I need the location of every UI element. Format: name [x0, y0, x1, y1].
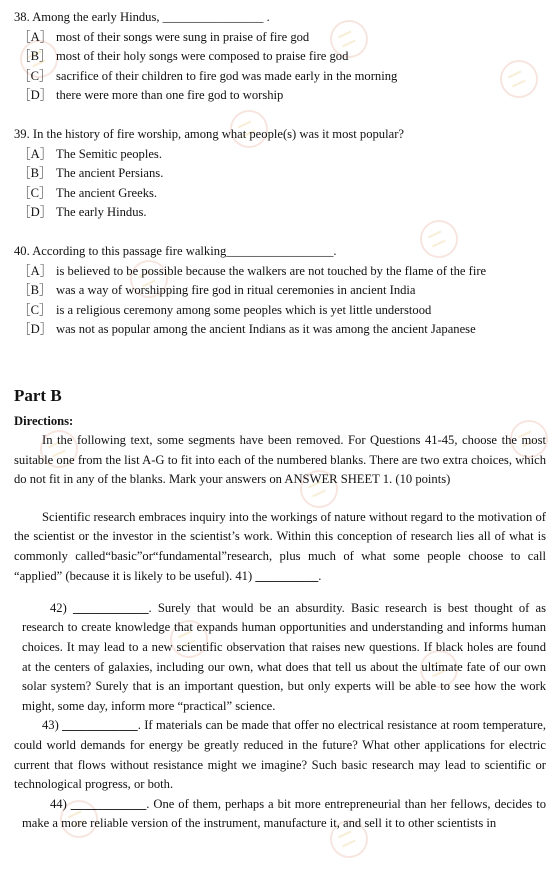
option-letter: ［A］: [18, 263, 53, 278]
part-b-heading: Part B: [14, 385, 62, 405]
question-40-end: .: [333, 243, 337, 258]
option-40-b[interactable]: [14, 281, 546, 301]
passage-paragraph-2: [14, 599, 546, 717]
blank-43[interactable]: ____________: [62, 718, 138, 733]
option-letter: ［C］: [18, 185, 52, 200]
option-text: The Semitic peoples.: [56, 146, 162, 161]
directions-text: In the following text, some segments have been removed. For Questions 41-45, choose the most suitable one from the list A-G to fit into each of the numbered blanks. There are two extra choices, which do not fit in any of the blanks. Mark your answers on ANSWER SHEET 1. (10 points): [14, 433, 546, 487]
option-38-a[interactable]: [14, 28, 546, 48]
blank-41[interactable]: __________: [255, 568, 319, 583]
option-40-c[interactable]: [14, 301, 546, 321]
question-40-text: 40. According to this passage fire walking: [14, 243, 227, 258]
question-38-end: .: [263, 10, 270, 24]
question-38-stem: [14, 8, 546, 28]
option-text: there were more than one fire god to worship: [56, 88, 284, 103]
option-letter: ［D］: [18, 322, 53, 337]
option-text: is believed to be possible because the walkers are not touched by the flame of the fire: [56, 263, 487, 278]
option-letter: ［A］: [18, 146, 53, 161]
document-page: [14, 8, 546, 834]
option-39-a[interactable]: [14, 145, 546, 165]
option-text: most of their holy songs were composed to praise fire god: [56, 49, 349, 64]
option-text: was a way of worshipping fire god in ritual ceremonies in ancient India: [56, 283, 416, 298]
question-40-blank: _________________: [226, 243, 334, 258]
option-39-b[interactable]: [14, 164, 546, 184]
option-39-c[interactable]: [14, 184, 546, 204]
question-38: [14, 8, 546, 106]
passage-paragraph-3: [14, 716, 546, 794]
option-letter: ［B］: [18, 49, 52, 64]
question-38-blank: ________________: [162, 10, 264, 24]
option-letter: ［D］: [18, 205, 53, 220]
option-letter: ［B］: [18, 283, 52, 298]
spacer: [14, 223, 546, 242]
question-38-text: 38. Among the early Hindus,: [14, 10, 163, 24]
option-letter: ［C］: [18, 68, 52, 83]
blank-number-42: 42): [50, 600, 67, 615]
question-40-stem: [14, 242, 546, 262]
option-38-d[interactable]: [14, 86, 546, 106]
option-38-c[interactable]: [14, 67, 546, 87]
question-39: [14, 125, 546, 223]
paragraph-text: . If materials can be made that offer no electrical resistance at room temperature, could world demands for energy be greatly reduced in the future? What other applications for electric current that flows without resistance might we imagine? Such basic research may lead to scientific or technological progress, or both.: [14, 718, 547, 792]
option-text: The ancient Persians.: [56, 166, 164, 181]
option-38-b[interactable]: [14, 47, 546, 67]
option-letter: ［A］: [18, 29, 53, 44]
blank-42[interactable]: ____________: [72, 600, 149, 615]
paragraph-end: .: [318, 568, 322, 583]
directions-label: Directions:: [14, 413, 74, 428]
option-letter: ［C］: [18, 302, 52, 317]
blank-number-43: 43): [42, 718, 59, 733]
option-letter: ［D］: [18, 88, 53, 103]
option-text: The early Hindus.: [56, 205, 147, 220]
option-text: The ancient Greeks.: [56, 185, 158, 200]
option-39-d[interactable]: [14, 203, 546, 223]
option-text: sacrifice of their children to fire god was made early in the morning: [56, 68, 398, 83]
passage-paragraph-4: [14, 795, 546, 834]
blank-44[interactable]: ____________: [70, 796, 147, 811]
question-39-stem: 39. In the history of fire worship, among what people(s) was it most popular?: [14, 126, 404, 141]
paragraph-text: Scientific research embraces inquiry into the workings of nature without regard to the motivation of the scientist or the investor in the scientist’s work. Within this conception of research lies all of what is commonly called“basic”or“fundamental”research, plus much of what some people choose to call “applied” (because it is likely to be useful). 41): [14, 509, 546, 583]
passage-paragraph-1: [14, 508, 546, 586]
option-40-d[interactable]: [14, 320, 546, 340]
option-40-a[interactable]: [14, 262, 546, 282]
paragraph-text: . Surely that would be an absurdity. Basic research is best thought of as research to create knowledge that expands human opportunities and understanding and informs human choices. It may lead to a new scientific observation that raises new questions. If black holes are found at the centers of galaxies, including our own, what does that tell us about the ultimate fate of our own solar system? Surely that is an important question, but only experts will be able to see how the work might, some day, inform more “practical” science.: [22, 600, 546, 713]
option-letter: ［B］: [18, 166, 52, 181]
question-40: [14, 242, 546, 340]
blank-number-44: 44): [50, 796, 67, 811]
option-text: is a religious ceremony among some peoples which is yet little understood: [56, 302, 432, 317]
option-text: most of their songs were sung in praise of fire god: [56, 29, 310, 44]
option-text: was not as popular among the ancient Indians as it was among the ancient Japanese: [56, 322, 476, 337]
paragraph-text: . One of them, perhaps a bit more entrepreneurial than her fellows, decides to make a more reliable version of the instrument, manufacture it, and sell it to other scientists in: [22, 796, 546, 831]
spacer: [14, 106, 546, 125]
